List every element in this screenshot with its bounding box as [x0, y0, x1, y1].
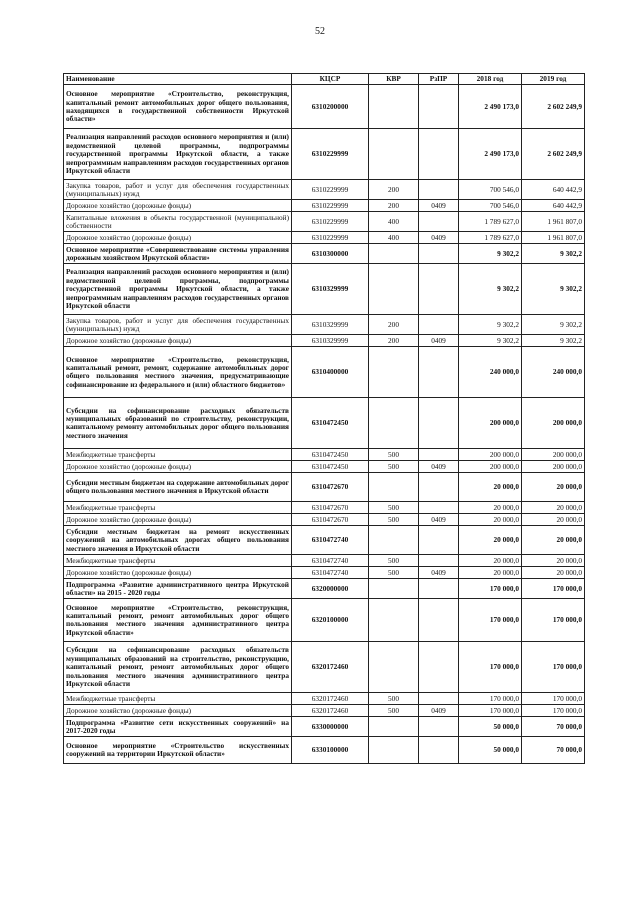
table-row	[64, 212, 585, 232]
row-2018: 9 302,2	[459, 264, 522, 315]
row-name: Подпрограмма «Развитие административного центра Иркутской области» на 2015 - 2020 годы	[64, 579, 292, 599]
row-name: Дорожное хозяйство (дорожные фонды)	[64, 200, 292, 212]
table-row	[64, 502, 585, 514]
page-number: 52	[315, 26, 325, 37]
row-2018: 20 000,0	[459, 567, 522, 579]
row-kcsr: 6310472670	[292, 473, 369, 502]
row-2018: 170 000,0	[459, 579, 522, 599]
row-name: Межбюджетные трансферты	[64, 555, 292, 567]
row-rzpr	[419, 315, 459, 335]
table-row	[64, 473, 585, 502]
row-name: Межбюджетные трансферты	[64, 502, 292, 514]
row-rzpr: 0409	[419, 335, 459, 347]
row-name: Подпрограмма «Развитие сети искусственных сооружений» на 2017-2020 годы	[64, 717, 292, 737]
row-name: Дорожное хозяйство (дорожные фонды)	[64, 461, 292, 473]
row-kvr: 500	[369, 693, 419, 705]
row-kcsr: 6310472670	[292, 502, 369, 514]
row-kcsr: 6310300000	[292, 244, 369, 264]
row-2018: 2 490 173,0	[459, 129, 522, 180]
row-kvr	[369, 579, 419, 599]
row-rzpr: 0409	[419, 461, 459, 473]
row-name: Основное мероприятие «Строительство, реконструкция, капитальный ремонт, ремонт автомобильных дорог общего пользования местного значения административного центра Иркутской области»	[64, 599, 292, 642]
row-name: Закупка товаров, работ и услуг для обеспечения государственных (муниципальных) нужд	[64, 180, 292, 200]
row-rzpr	[419, 555, 459, 567]
row-2018: 170 000,0	[459, 642, 522, 693]
header-rzpr: РзПР	[419, 74, 459, 85]
row-kcsr: 6310472450	[292, 398, 369, 449]
table-row	[64, 737, 585, 764]
table-row	[64, 315, 585, 335]
row-2018: 9 302,2	[459, 244, 522, 264]
header-2019: 2019 год	[522, 74, 585, 85]
table-row	[64, 335, 585, 347]
row-kcsr: 6320100000	[292, 599, 369, 642]
row-name: Дорожное хозяйство (дорожные фонды)	[64, 232, 292, 244]
row-kvr	[369, 737, 419, 764]
row-kvr: 500	[369, 514, 419, 526]
row-kvr: 200	[369, 315, 419, 335]
table-row	[64, 642, 585, 693]
row-2018: 240 000,0	[459, 347, 522, 398]
row-kcsr: 6330000000	[292, 717, 369, 737]
row-kcsr: 6330100000	[292, 737, 369, 764]
row-rzpr	[419, 502, 459, 514]
row-kcsr: 6310329999	[292, 315, 369, 335]
table-body	[64, 85, 585, 764]
row-2019: 170 000,0	[522, 579, 585, 599]
row-2019: 640 442,9	[522, 200, 585, 212]
row-kvr: 500	[369, 449, 419, 461]
row-2018: 170 000,0	[459, 599, 522, 642]
row-2018: 700 546,0	[459, 200, 522, 212]
header-name: Наименование	[64, 74, 292, 85]
row-2019: 20 000,0	[522, 514, 585, 526]
table-row	[64, 85, 585, 129]
row-2019: 170 000,0	[522, 599, 585, 642]
row-2019: 70 000,0	[522, 717, 585, 737]
row-kcsr: 6310472740	[292, 555, 369, 567]
row-name: Реализация направлений расходов основного мероприятия и (или) ведомственной целевой программы, подпрограммы государственной программы Иркутской области, а также непрограммным направлениям расходов государственных органов Иркутской области	[64, 264, 292, 315]
row-rzpr	[419, 449, 459, 461]
row-2019: 1 961 807,0	[522, 212, 585, 232]
row-name: Основное мероприятие «Строительство, реконструкция, капитальный ремонт, ремонт, содержание автомобильных дорог общего пользования местного значения, предусматривающие софинансирование из федерального и (или) областного бюджетов»	[64, 347, 292, 398]
row-2019: 200 000,0	[522, 461, 585, 473]
row-kvr: 200	[369, 180, 419, 200]
row-rzpr	[419, 737, 459, 764]
row-2018: 170 000,0	[459, 705, 522, 717]
row-kvr	[369, 398, 419, 449]
row-name: Реализация направлений расходов основного мероприятия и (или) ведомственной целевой программы, подпрограммы государственной программы Иркутской области, а также непрограммным направлениям расходов государственных органов Иркутской области	[64, 129, 292, 180]
table-row	[64, 717, 585, 737]
row-kcsr: 6310329999	[292, 264, 369, 315]
row-2019: 640 442,9	[522, 180, 585, 200]
row-kcsr: 6310229999	[292, 129, 369, 180]
row-2019: 20 000,0	[522, 567, 585, 579]
table-row	[64, 705, 585, 717]
row-kvr	[369, 599, 419, 642]
row-2018: 1 789 627,0	[459, 212, 522, 232]
row-2019: 2 602 249,9	[522, 85, 585, 129]
row-name: Дорожное хозяйство (дорожные фонды)	[64, 567, 292, 579]
row-rzpr	[419, 347, 459, 398]
row-rzpr: 0409	[419, 567, 459, 579]
row-kvr	[369, 717, 419, 737]
row-kvr	[369, 264, 419, 315]
row-name: Капитальные вложения в объекты государственной (муниципальной) собственности	[64, 212, 292, 232]
table-row	[64, 129, 585, 180]
row-kcsr: 6310229999	[292, 200, 369, 212]
row-2019: 170 000,0	[522, 693, 585, 705]
row-name: Дорожное хозяйство (дорожные фонды)	[64, 705, 292, 717]
row-2018: 50 000,0	[459, 737, 522, 764]
table-row	[64, 200, 585, 212]
table-row	[64, 555, 585, 567]
table-row	[64, 461, 585, 473]
row-2018: 20 000,0	[459, 514, 522, 526]
row-rzpr	[419, 398, 459, 449]
table-row	[64, 264, 585, 315]
row-kcsr: 6310472740	[292, 526, 369, 555]
row-2018: 50 000,0	[459, 717, 522, 737]
row-kcsr: 6320172460	[292, 642, 369, 693]
row-rzpr: 0409	[419, 200, 459, 212]
row-kvr: 500	[369, 567, 419, 579]
row-2018: 20 000,0	[459, 526, 522, 555]
row-kvr	[369, 526, 419, 555]
row-name: Дорожное хозяйство (дорожные фонды)	[64, 335, 292, 347]
table-row	[64, 579, 585, 599]
table-row	[64, 347, 585, 398]
row-rzpr	[419, 244, 459, 264]
row-rzpr: 0409	[419, 232, 459, 244]
row-kvr: 200	[369, 335, 419, 347]
table-row	[64, 449, 585, 461]
table-row	[64, 514, 585, 526]
row-kvr: 500	[369, 502, 419, 514]
row-2019: 9 302,2	[522, 244, 585, 264]
row-2019: 2 602 249,9	[522, 129, 585, 180]
row-kcsr: 6320172460	[292, 693, 369, 705]
row-rzpr	[419, 579, 459, 599]
row-2018: 20 000,0	[459, 555, 522, 567]
row-2018: 200 000,0	[459, 449, 522, 461]
table-row	[64, 232, 585, 244]
row-kcsr: 6310472450	[292, 461, 369, 473]
row-2018: 2 490 173,0	[459, 85, 522, 129]
row-kcsr: 6310200000	[292, 85, 369, 129]
row-2019: 240 000,0	[522, 347, 585, 398]
table-row	[64, 526, 585, 555]
row-kcsr: 6320000000	[292, 579, 369, 599]
row-kvr: 500	[369, 461, 419, 473]
row-2019: 1 961 807,0	[522, 232, 585, 244]
row-kcsr: 6310329999	[292, 335, 369, 347]
row-kcsr: 6310472740	[292, 567, 369, 579]
row-2019: 200 000,0	[522, 449, 585, 461]
row-name: Основное мероприятие «Совершенствование системы управления дорожным хозяйством Иркутской области»	[64, 244, 292, 264]
row-rzpr	[419, 264, 459, 315]
budget-table	[63, 73, 585, 764]
header-2018: 2018 год	[459, 74, 522, 85]
table-row	[64, 693, 585, 705]
row-kcsr: 6310229999	[292, 180, 369, 200]
row-kvr: 500	[369, 705, 419, 717]
row-2019: 20 000,0	[522, 473, 585, 502]
row-2019: 20 000,0	[522, 502, 585, 514]
row-2018: 1 789 627,0	[459, 232, 522, 244]
row-2019: 9 302,2	[522, 264, 585, 315]
table-row	[64, 398, 585, 449]
table-row	[64, 599, 585, 642]
row-name: Основное мероприятие «Строительство искусственных сооружений на территории Иркутской области»	[64, 737, 292, 764]
row-2019: 20 000,0	[522, 526, 585, 555]
row-rzpr: 0409	[419, 705, 459, 717]
row-2018: 700 546,0	[459, 180, 522, 200]
row-rzpr	[419, 180, 459, 200]
row-rzpr	[419, 212, 459, 232]
row-kcsr: 6310472450	[292, 449, 369, 461]
row-rzpr	[419, 129, 459, 180]
row-kvr: 400	[369, 232, 419, 244]
row-2019: 9 302,2	[522, 335, 585, 347]
row-name: Межбюджетные трансферты	[64, 449, 292, 461]
row-name: Субсидии местным бюджетам на ремонт искусственных сооружений на автомобильных дорогах общего пользования местного значения в Иркутской области	[64, 526, 292, 555]
row-rzpr	[419, 717, 459, 737]
row-2018: 9 302,2	[459, 315, 522, 335]
row-kcsr: 6310472670	[292, 514, 369, 526]
row-2018: 20 000,0	[459, 473, 522, 502]
row-name: Субсидии местным бюджетам на содержание автомобильных дорог общего пользования местного значения в Иркутской области	[64, 473, 292, 502]
row-2018: 170 000,0	[459, 693, 522, 705]
row-name: Межбюджетные трансферты	[64, 693, 292, 705]
row-rzpr	[419, 642, 459, 693]
row-rzpr	[419, 85, 459, 129]
header-kcsr: КЦСР	[292, 74, 369, 85]
row-rzpr	[419, 473, 459, 502]
row-2019: 9 302,2	[522, 315, 585, 335]
row-kvr	[369, 244, 419, 264]
row-name: Дорожное хозяйство (дорожные фонды)	[64, 514, 292, 526]
row-rzpr	[419, 693, 459, 705]
row-name: Субсидии на софинансирование расходных обязательств муниципальных образований на строительство, реконструкцию, капитальный ремонт, ремонт автомобильных дорог общего пользования местного значения административного центра Иркутской области	[64, 642, 292, 693]
row-2019: 200 000,0	[522, 398, 585, 449]
row-2018: 20 000,0	[459, 502, 522, 514]
row-2019: 70 000,0	[522, 737, 585, 764]
row-kvr	[369, 85, 419, 129]
header-kvr: КВР	[369, 74, 419, 85]
row-rzpr	[419, 599, 459, 642]
row-name: Субсидии на софинансирование расходных обязательств муниципальных образований по строительству, реконструкции, капитальному ремонту автомобильных дорог общего пользования местного значения	[64, 398, 292, 449]
row-2019: 170 000,0	[522, 705, 585, 717]
row-kvr	[369, 473, 419, 502]
table-header-row	[64, 74, 585, 85]
row-2019: 170 000,0	[522, 642, 585, 693]
row-2019: 20 000,0	[522, 555, 585, 567]
row-kvr: 400	[369, 212, 419, 232]
table-row	[64, 567, 585, 579]
row-kvr	[369, 347, 419, 398]
row-kvr: 200	[369, 200, 419, 212]
row-kvr	[369, 129, 419, 180]
table-row	[64, 244, 585, 264]
row-2018: 9 302,2	[459, 335, 522, 347]
row-rzpr: 0409	[419, 514, 459, 526]
row-kvr	[369, 642, 419, 693]
row-kcsr: 6310229999	[292, 212, 369, 232]
row-name: Основное мероприятие «Строительство, реконструкция, капитальный ремонт автомобильных дорог общего пользования, находящихся в государственной собственности Иркутской области»	[64, 85, 292, 129]
row-2018: 200 000,0	[459, 398, 522, 449]
row-rzpr	[419, 526, 459, 555]
table-row	[64, 180, 585, 200]
row-name: Закупка товаров, работ и услуг для обеспечения государственных (муниципальных) нужд	[64, 315, 292, 335]
row-kcsr: 6310229999	[292, 232, 369, 244]
row-kcsr: 6310400000	[292, 347, 369, 398]
row-2018: 200 000,0	[459, 461, 522, 473]
row-kvr: 500	[369, 555, 419, 567]
row-kcsr: 6320172460	[292, 705, 369, 717]
